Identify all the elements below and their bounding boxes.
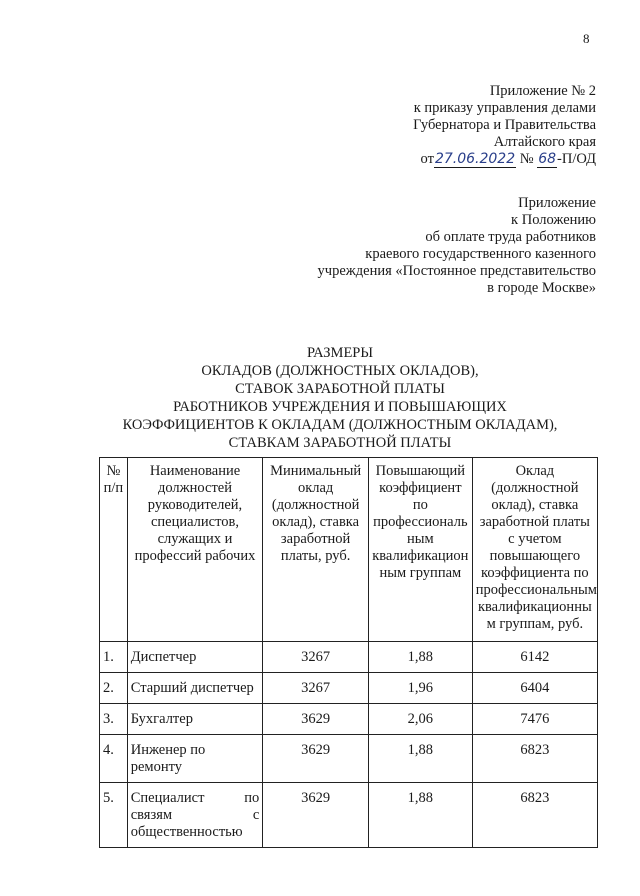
approval-block bbox=[413, 83, 596, 168]
row-total-salary: 6823 bbox=[472, 783, 597, 848]
position-line bbox=[131, 790, 260, 807]
row-coefficient: 2,06 bbox=[369, 704, 473, 735]
row-number: 3. bbox=[100, 704, 128, 735]
table-row bbox=[100, 783, 598, 848]
header-position: Наименование должностей руководителей, специалистов, служащих и профессий рабочих bbox=[127, 458, 263, 642]
header-min-salary: Минимальный оклад (должностной оклад), ставка заработной платы, руб. bbox=[263, 458, 369, 642]
table-header-row bbox=[100, 458, 598, 642]
row-min-salary: 3629 bbox=[263, 735, 369, 783]
approval-line: Алтайского края bbox=[493, 134, 596, 150]
row-position: Бухгалтер bbox=[127, 704, 263, 735]
page-number: 8 bbox=[583, 31, 590, 46]
position-line: общественностью bbox=[130, 824, 243, 840]
title-line: СТАВОК ЗАРАБОТНОЙ ПЛАТЫ bbox=[235, 381, 445, 397]
header-coefficient: Повышающий коэффициент по профессиональ ным квалификацион ным группам bbox=[369, 458, 473, 642]
row-min-salary: 3629 bbox=[263, 783, 369, 848]
row-total-salary: 6404 bbox=[472, 673, 597, 704]
appendix-line: учреждения «Постоянное представительство bbox=[317, 263, 596, 279]
position-word: Специалист bbox=[130, 790, 205, 806]
salary-table bbox=[99, 457, 598, 848]
table-row bbox=[100, 735, 598, 783]
order-number: 68 bbox=[538, 151, 557, 167]
row-number: 1. bbox=[100, 642, 128, 673]
title-line: ОКЛАДОВ (ДОЛЖНОСТНЫХ ОКЛАДОВ), bbox=[201, 363, 479, 379]
appendix-line: об оплате труда работников bbox=[425, 229, 596, 245]
appendix-block bbox=[318, 195, 596, 297]
appendix-line: к Положению bbox=[511, 212, 596, 228]
approval-line: к приказу управления делами bbox=[413, 100, 596, 116]
position-word: связям bbox=[130, 807, 173, 823]
table-row bbox=[100, 642, 598, 673]
appendix-line: в городе Москве» bbox=[487, 280, 596, 296]
row-coefficient: 1,88 bbox=[369, 783, 473, 848]
row-total-salary: 7476 bbox=[472, 704, 597, 735]
row-position: Диспетчер bbox=[127, 642, 263, 673]
row-position: Старший диспетчер bbox=[127, 673, 263, 704]
row-coefficient: 1,88 bbox=[369, 735, 473, 783]
row-total-salary: 6142 bbox=[472, 642, 597, 673]
position-word: с bbox=[252, 807, 260, 823]
title-line: КОЭФФИЦИЕНТОВ К ОКЛАДАМ (ДОЛЖНОСТНЫМ ОКЛАДАМ), bbox=[122, 417, 558, 433]
title-line: СТАВКАМ ЗАРАБОТНОЙ ПЛАТЫ bbox=[228, 435, 452, 451]
row-min-salary: 3267 bbox=[263, 642, 369, 673]
row-min-salary: 3267 bbox=[263, 673, 369, 704]
order-number-label: № bbox=[519, 151, 534, 167]
row-min-salary: 3629 bbox=[263, 704, 369, 735]
order-date: 27.06.2022 bbox=[434, 151, 516, 167]
order-line bbox=[421, 151, 596, 168]
table-row bbox=[100, 673, 598, 704]
order-suffix: -П/ОД bbox=[557, 151, 596, 167]
row-number: 4. bbox=[100, 735, 128, 783]
row-position bbox=[127, 783, 263, 848]
title-line: РАЗМЕРЫ bbox=[306, 345, 374, 361]
position-line bbox=[131, 807, 260, 824]
title-line: РАБОТНИКОВ УЧРЕЖДЕНИЯ И ПОВЫШАЮЩИХ bbox=[173, 399, 507, 415]
approval-line: Приложение № 2 bbox=[489, 83, 596, 99]
row-number: 5. bbox=[100, 783, 128, 848]
header-number: № п/п bbox=[100, 458, 128, 642]
row-coefficient: 1,88 bbox=[369, 642, 473, 673]
row-number: 2. bbox=[100, 673, 128, 704]
header-total-salary: Оклад (должностной оклад), ставка заработной платы с учетом повышающего коэффициента по профессиональным квалификационны м группам, руб. bbox=[472, 458, 597, 642]
row-total-salary: 6823 bbox=[472, 735, 597, 783]
position-word: по bbox=[244, 790, 260, 806]
row-coefficient: 1,96 bbox=[369, 673, 473, 704]
row-position: Инженер по ремонту bbox=[127, 735, 263, 783]
order-prefix: от bbox=[420, 151, 434, 167]
table-row bbox=[100, 704, 598, 735]
appendix-line: Приложение bbox=[518, 195, 596, 211]
approval-line: Губернатора и Правительства bbox=[413, 117, 596, 133]
appendix-line: краевого государственного казенного bbox=[365, 246, 596, 262]
document-title bbox=[0, 344, 640, 452]
